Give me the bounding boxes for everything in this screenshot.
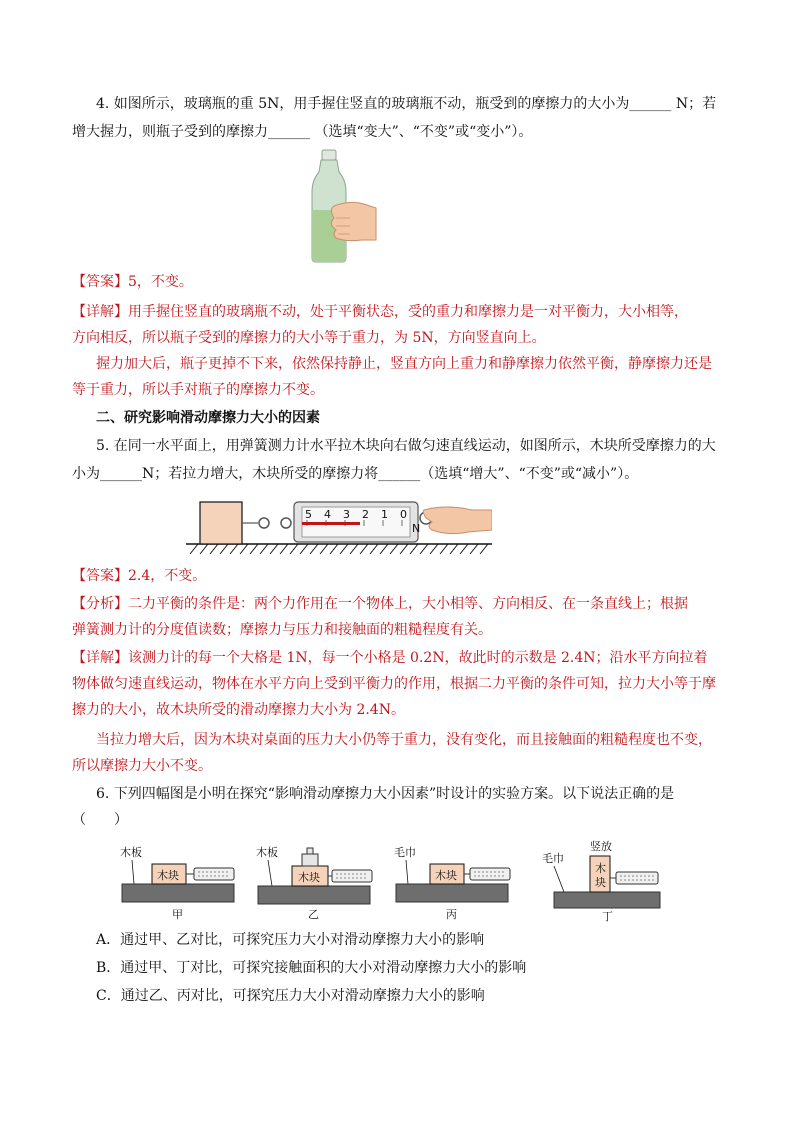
q5-detail-line3: 擦力的大小，故木块所受的滑动摩擦力大小为 2.4N。 (72, 702, 405, 718)
q4-detail-line1 (72, 302, 688, 322)
scale-number-3: 3 (343, 508, 350, 521)
figure-caption: 丙 (446, 908, 457, 921)
q6-option-c: C．通过乙、丙对比，可探究压力大小对滑动摩擦力大小的影响 (96, 988, 485, 1004)
q4-stem-line1: 4. 如图所示，玻璃瓶的重 5N，用手握住竖直的玻璃瓶不动，瓶受到的摩擦力的大小为______ N；若 (96, 96, 717, 112)
q5-detail-text1: 该测力计的每一个大格是 1N，每一个小格是 0.2N，故此时的示数是 2.4N；沿水平方向拉着 (128, 650, 708, 666)
figure-caption: 乙 (308, 908, 319, 921)
q5-analysis-line2: 弹簧测力计的分度值读数；摩擦力与压力和接触面的粗糙程度有关。 (72, 622, 492, 638)
surface-label: 木板 (256, 846, 278, 859)
q6-stem-line2: （ ） (72, 812, 128, 828)
q4-answer (72, 272, 193, 292)
detail-tag: 【详解】 (72, 304, 128, 320)
q5-detail-line4: 当拉力增大后，因为木块对桌面的压力大小仍等于重力，没有变化，而且接触面的粗糙程度也不变， (96, 732, 712, 748)
q5-analysis-line1 (72, 594, 688, 614)
scale-unit: N (412, 522, 421, 535)
q4-detail-line4: 等于重力，所以手对瓶子的摩擦力不变。 (72, 382, 324, 398)
block-label-top: 木 (595, 862, 606, 875)
figure-ding (540, 836, 664, 922)
q4-stem-line2: 增大握力，则瓶子受到的摩擦力______ （选填“变大”、“不变”或“变小”）。 (72, 124, 533, 140)
q4-detail-line3: 握力加大后，瓶子更掉不下来，依然保持静止，竖直方向上重力和静摩擦力依然平衡，静摩擦力还是 (96, 356, 712, 372)
detail-tag: 【详解】 (72, 650, 128, 666)
block-label: 木块 (435, 869, 457, 882)
figure-yi (252, 836, 376, 922)
scale-number-0: 0 (400, 508, 407, 521)
scale-number-2: 2 (362, 508, 369, 521)
q6-stem-line1: 6. 下列四幅图是小明在探究“影响滑动摩擦力大小因素”时设计的实验方案。以下说法正确的是 (96, 786, 675, 802)
q5-detail-line2: 物体做匀速直线运动，物体在水平方向上受到平衡力的作用，根据二力平衡的条件可知，拉力大小等于摩 (72, 676, 716, 692)
q5-stem-line2: 小为______N；若拉力增大，木块所受的摩擦力将______（选填“增大”、“不变”或“减小”）。 (72, 466, 639, 482)
scale-number-5: 5 (305, 508, 312, 521)
block-label: 木块 (298, 871, 320, 884)
analysis-tag: 【分析】 (72, 596, 128, 612)
q5-stem-line1: 5. 在同一水平面上，用弹簧测力计水平拉木块向右做匀速直线运动，如图所示，木块所受摩擦力的大 (96, 438, 716, 454)
scale-number-4: 4 (324, 508, 331, 521)
q4-detail-text1: 用手握住竖直的玻璃瓶不动，处于平衡状态，受的重力和摩擦力是一对平衡力，大小相等， (128, 304, 688, 320)
q6-option-a: A．通过甲、乙对比，可探究压力大小对滑动摩擦力大小的影响 (96, 932, 485, 948)
surface-label: 毛巾 (394, 846, 416, 859)
surface-label: 木板 (120, 846, 142, 859)
spring-scale-figure (186, 496, 492, 556)
section-heading: 二、研究影响滑动摩擦力大小的因素 (96, 410, 320, 426)
q4-answer-text: 5，不变。 (128, 274, 193, 290)
figure-caption: 甲 (172, 908, 183, 921)
figure-bing (390, 836, 514, 922)
answer-tag: 【答案】 (72, 568, 128, 584)
orientation-note: 竖放 (590, 840, 612, 853)
q5-analysis-text1: 二力平衡的条件是：两个力作用在一个物体上，大小相等、方向相反、在一条直线上；根据 (128, 596, 688, 612)
block-label: 木块 (157, 869, 179, 882)
bottle-in-hand-figure (306, 148, 380, 264)
answer-tag: 【答案】 (72, 274, 128, 290)
q5-detail-line1 (72, 648, 708, 668)
q4-detail-line2: 方向相反，所以瓶子受到的摩擦力的大小等于重力，为 5N，方向竖直向上。 (72, 330, 546, 346)
q6-option-b: B．通过甲、丁对比，可探究接触面积的大小对滑动摩擦力大小的影响 (96, 960, 527, 976)
scale-number-1: 1 (381, 508, 388, 521)
q5-detail-line5: 所以摩擦力大小不变。 (72, 758, 212, 774)
surface-label: 毛巾 (542, 852, 564, 865)
q5-answer (72, 566, 206, 586)
block-label-bottom: 块 (595, 876, 606, 889)
q5-answer-text: 2.4，不变。 (128, 568, 207, 584)
figure-caption: 丁 (602, 910, 613, 922)
figure-jia (116, 836, 240, 922)
